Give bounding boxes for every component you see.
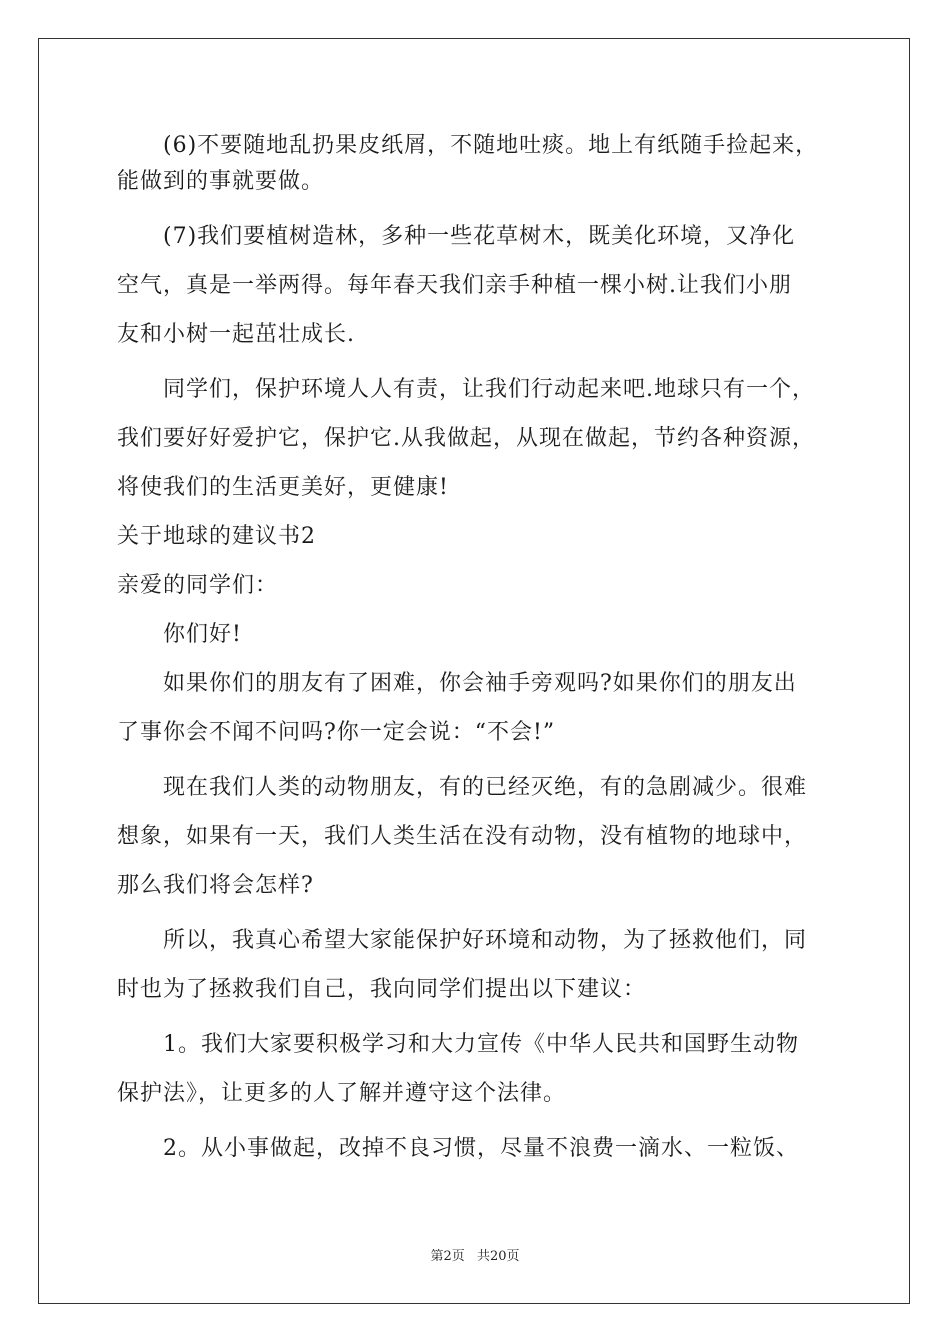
text-line: 2。从小事做起，改掉不良习惯，尽量不浪费一滴水、一粒饭、: [163, 1136, 799, 1161]
text-line: 我们要好好爱护它，保护它.从我做起，从现在做起，节约各种资源，: [117, 426, 815, 451]
text-line: 友和小树一起茁壮成长.: [117, 322, 355, 347]
text-line: 所以，我真心希望大家能保护好环境和动物，为了拯救他们，同: [163, 928, 808, 953]
page-total: 共20页: [476, 1249, 520, 1264]
text-line: 那么我们将会怎样?: [117, 873, 314, 898]
text-line: 现在我们人类的动物朋友，有的已经灭绝，有的急剧减少。很难: [163, 775, 808, 800]
document-body: [117, 128, 857, 1167]
text-line: 能做到的事就要做。: [117, 169, 325, 194]
text-line: 将使我们的生活更美好，更健康!: [117, 475, 449, 500]
section-heading: 关于地球的建议书2: [117, 524, 316, 549]
text-line: 时也为了拯救我们自己，我向同学们提出以下建议：: [117, 977, 647, 1002]
text-line: 如果你们的朋友有了困难，你会袖手旁观吗?如果你们的朋友出: [163, 671, 797, 696]
text-line: (7)我们要植树造林，多种一些花草树木，既美化环境，又净化: [163, 224, 796, 249]
text-line: 1。我们大家要积极学习和大力宣传《中华人民共和国野生动物: [163, 1032, 799, 1057]
text-line: (6)不要随地乱扔果皮纸屑，不随地吐痰。地上有纸随手捡起来，: [163, 133, 819, 158]
text-line: 保护法》，让更多的人了解并遵守这个法律。: [117, 1081, 567, 1106]
text-line: 想象，如果有一天，我们人类生活在没有动物，没有植物的地球中，: [117, 824, 808, 849]
greeting: 你们好!: [163, 622, 242, 647]
text-line: 同学们，保护环境人人有责，让我们行动起来吧.地球只有一个，: [163, 377, 815, 402]
salutation: 亲爱的同学们：: [117, 573, 279, 598]
text-line: 了事你会不闻不问吗?你一定会说：“不会!”: [117, 720, 556, 745]
page-footer: [0, 1245, 950, 1264]
page-number: 第2页: [430, 1249, 465, 1264]
text-line: 空气，真是一举两得。每年春天我们亲手种植一棵小树.让我们小朋: [117, 273, 792, 298]
